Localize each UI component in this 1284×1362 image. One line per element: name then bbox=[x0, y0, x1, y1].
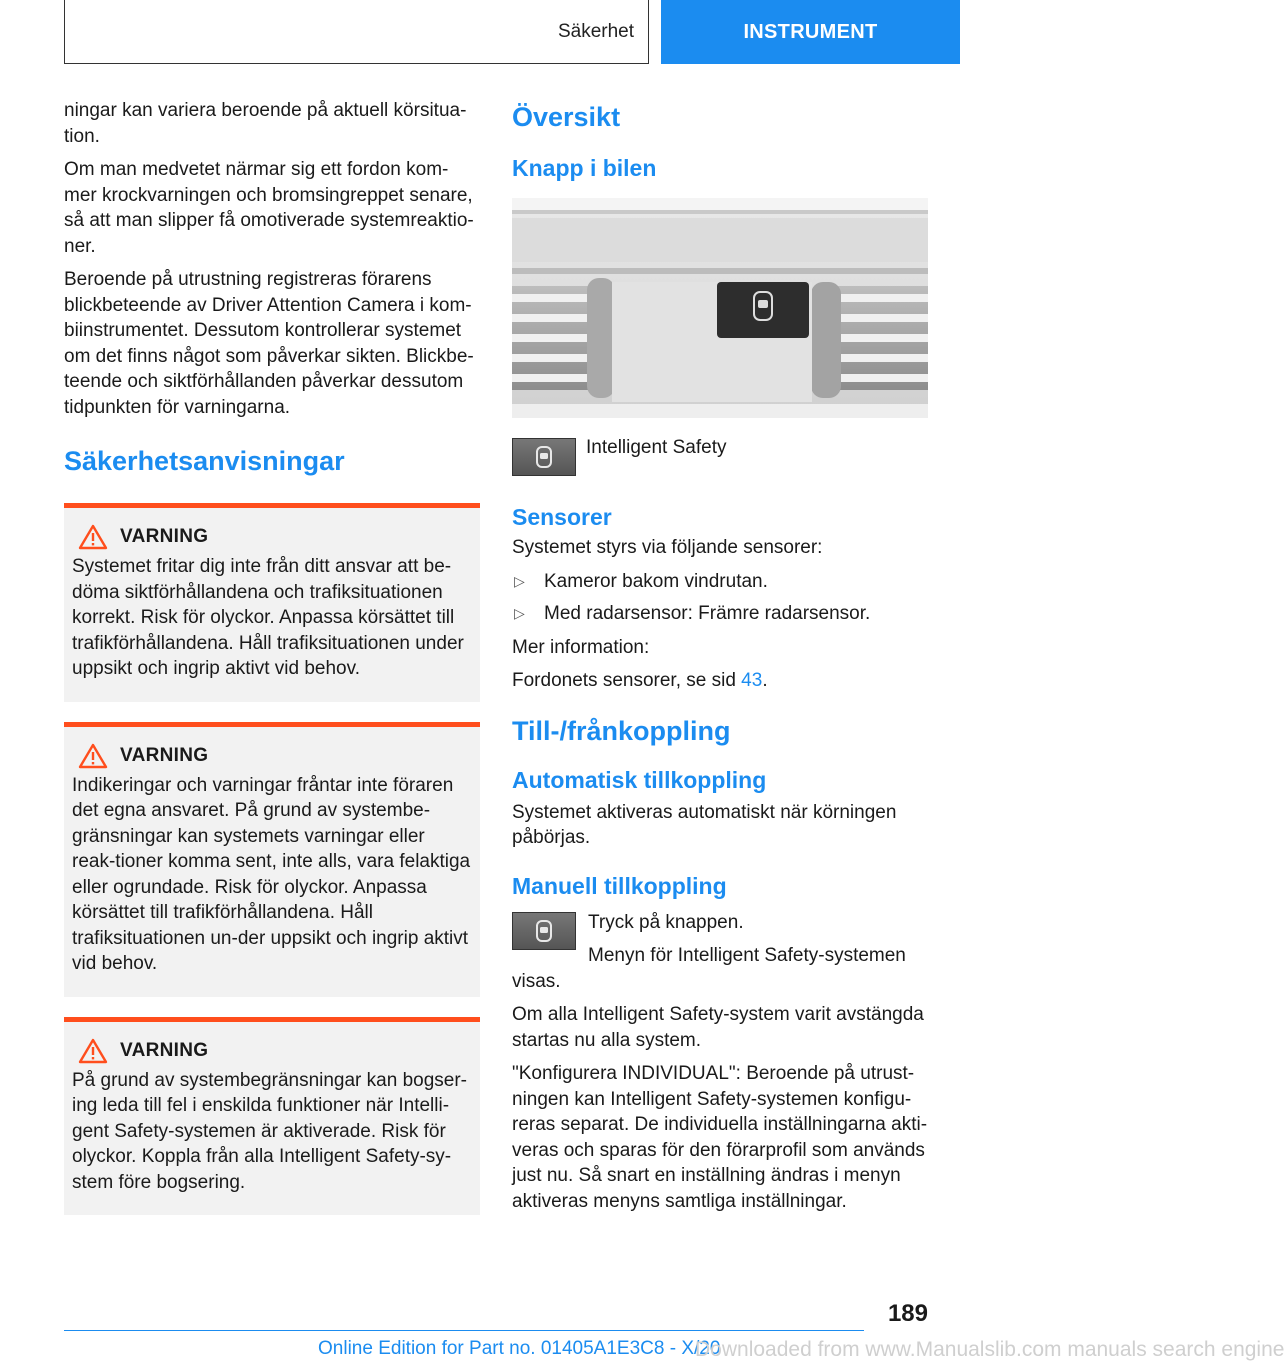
sensor-list bbox=[512, 569, 928, 627]
list-item-text: Med radarsensor: Främre radarsensor. bbox=[544, 603, 871, 624]
list-item bbox=[512, 601, 928, 627]
footer bbox=[0, 1335, 1284, 1362]
icon-caption bbox=[586, 435, 726, 469]
page-number: 189 bbox=[887, 1300, 928, 1327]
footer-rule bbox=[64, 1330, 864, 1331]
warning-title bbox=[72, 743, 472, 769]
list-item bbox=[512, 569, 928, 595]
subheading-sensors: Sensorer bbox=[512, 504, 612, 530]
watermark-text: Downloaded from www.Manualslib.com manuals search engine bbox=[695, 1338, 1284, 1361]
paragraph: Tryck på knappen. bbox=[588, 911, 744, 933]
paragraph: Mer information: bbox=[512, 636, 650, 658]
paragraph: Systemet aktiveras automatiskt när körningen påbörjas. bbox=[512, 801, 897, 848]
edition-text: Online Edition for Part no. 01405A1E3C8 - X/20 bbox=[318, 1338, 721, 1359]
icon-caption-text: Intelligent Safety bbox=[586, 437, 727, 458]
warning-box bbox=[64, 1017, 480, 1216]
triangle-bullet-icon: ▷ bbox=[514, 605, 525, 621]
intelligent-safety-button-icon bbox=[512, 912, 576, 950]
warning-box bbox=[64, 503, 480, 702]
list-item-text: Kameror bakom vindrutan. bbox=[544, 570, 768, 592]
subheading-automatic: Automatisk tillkoppling bbox=[512, 766, 767, 793]
warning-label: VARNING bbox=[120, 1039, 209, 1061]
warning-label: VARNING bbox=[120, 744, 209, 766]
reference-end: . bbox=[762, 670, 768, 691]
paragraph: Menyn för Intelligent Safety-systemen visas. bbox=[512, 945, 906, 992]
air-vent-right bbox=[811, 282, 928, 398]
warning-title bbox=[72, 1038, 472, 1064]
warning-triangle-icon bbox=[78, 1038, 108, 1064]
triangle-bullet-icon: ▷ bbox=[514, 572, 525, 589]
manual-step-block bbox=[512, 910, 928, 995]
header-section-title: Säkerhet bbox=[557, 21, 634, 42]
header-chapter-tab: INSTRUMENT bbox=[661, 0, 960, 64]
icon-legend-row bbox=[512, 438, 928, 476]
warning-text: På grund av systembegränsningar kan bogser-ing leda till fel i enskilda funktioner när Intelli-gent Safety-systemen är aktiverade. Risk för olyckor. Koppla från alla Intelligent Safety-sy-stem före bogsering. bbox=[72, 1069, 468, 1193]
section-heading-overview: Översikt bbox=[512, 102, 621, 132]
intelligent-safety-button-icon bbox=[512, 438, 576, 476]
header-section-box bbox=[64, 0, 649, 64]
air-vent-left bbox=[512, 278, 615, 398]
paragraph: Om man medvetet närmar sig ett fordon kom-mer krockvarningen och bromsingreppet senare, så att man slipper få omotiverade systemreaktio-ner. bbox=[64, 159, 474, 257]
warning-text: Systemet fritar dig inte från ditt ansvar att be-döma siktförhållandena och trafiksituationen korrekt. Risk för olyckor. Anpassa körsättet till trafikförhållandena. Håll trafiksituationen under uppsikt och ingrip aktivt vid behov. bbox=[72, 556, 464, 679]
car-shield-icon bbox=[535, 445, 553, 469]
paragraph: Om alla Intelligent Safety-system varit avstängda startas nu alla system. bbox=[512, 1004, 924, 1051]
car-shield-icon bbox=[535, 919, 553, 943]
subheading-button-in-car: Knapp i bilen bbox=[512, 155, 657, 181]
intelligent-safety-button bbox=[717, 282, 809, 338]
paragraph-sensor-reference bbox=[512, 668, 928, 694]
paragraph: Beroende på utrustning registreras förarens blickbeteende av Driver Attention Camera i kom-biinstrumentet. Dessutom kontrollerar systemet om det finns något som påverkar sikten. Blickbe-teende och siktförhållanden påverkar dessutom tidpunkten för varningarna. bbox=[64, 269, 474, 418]
left-column bbox=[64, 98, 480, 1235]
right-column bbox=[512, 98, 928, 1222]
page-link[interactable]: 43 bbox=[741, 670, 763, 691]
paragraph: Systemet styrs via följande sensorer: bbox=[512, 537, 823, 558]
warning-text: Indikeringar och varningar fråntar inte föraren det egna ansvaret. På grund av systembe-gränsningar kan systemets varningar eller reak-tioner komma sent, inte alls, vara felaktiga eller ogrundade. Risk för olyckor. Anpassa körsättet till trafikförhållandena. Håll trafiksituationen un-der uppsikt och ingrip aktivt vid behov. bbox=[72, 774, 471, 974]
warning-triangle-icon bbox=[78, 524, 108, 550]
reference-text: Fordonets sensorer, se sid bbox=[512, 670, 742, 691]
subheading-manual: Manuell tillkoppling bbox=[512, 872, 727, 899]
warning-triangle-icon bbox=[78, 743, 108, 769]
paragraph: "Konfigurera INDIVIDUAL": Beroende på utrust-ningen kan Intelligent Safety-systemen konfigu-reras separat. De individuella inställningarna akti-veras och sparas för den förarprofil som används just nu. Så snart en inställning ändras i menyn aktiveras menyns samtliga inställningar. bbox=[512, 1063, 928, 1212]
warning-box bbox=[64, 722, 480, 997]
dashboard-button-photo bbox=[512, 198, 928, 418]
paragraph: ningar kan variera beroende på aktuell körsitua-tion. bbox=[64, 100, 467, 147]
section-heading-toggle: Till-/frånkoppling bbox=[512, 715, 731, 746]
warning-label: VARNING bbox=[120, 526, 209, 547]
warning-title bbox=[72, 524, 472, 550]
section-heading-safety: Säkerhetsanvisningar bbox=[64, 446, 345, 476]
